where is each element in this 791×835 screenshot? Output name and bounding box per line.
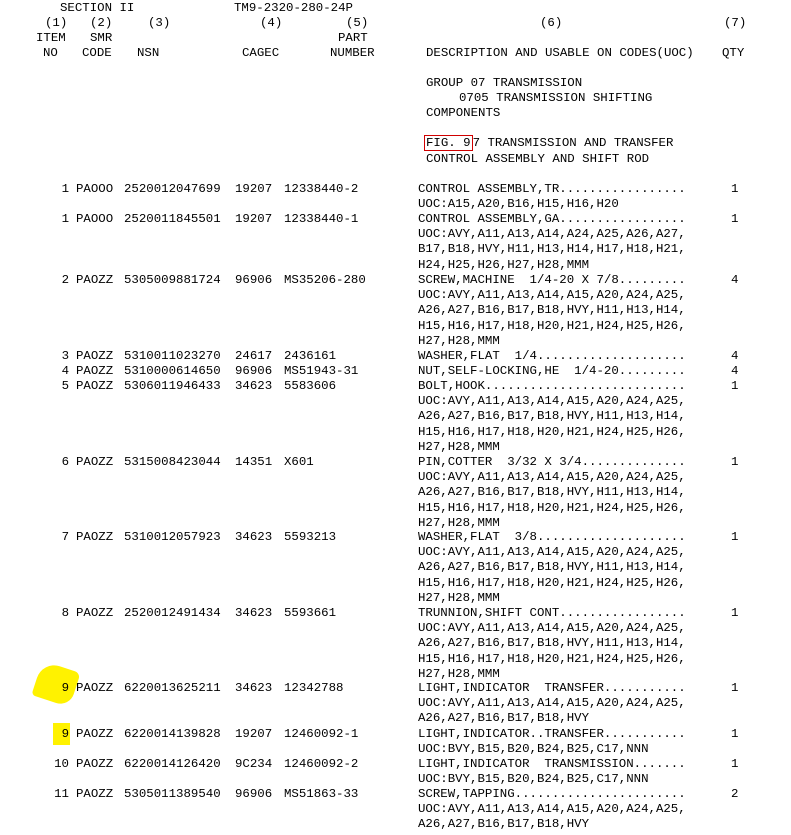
smr-code: PAOZZ <box>76 787 114 801</box>
col-part-label: PART <box>338 31 368 45</box>
usable-on-codes: UOC:AVY,A11,A13,A14,A15,A20,A24,A25, <box>418 470 686 485</box>
col-num-1: (1) <box>45 16 68 30</box>
cagec: 19207 <box>235 212 273 226</box>
cagec: 34623 <box>235 681 273 695</box>
usable-on-codes: A26,A27,B16,B17,B18,HVY <box>418 711 590 726</box>
quantity: 1 <box>731 727 739 741</box>
usable-on-codes: UOC:AVY,A11,A13,A14,A24,A25,A26,A27, <box>418 227 686 242</box>
quantity: 1 <box>731 530 739 544</box>
item-number: 3 <box>61 349 69 363</box>
table-row <box>0 455 791 530</box>
nsn: 2520011845501 <box>124 212 221 226</box>
usable-on-codes: A26,A27,B16,B17,B18,HVY,H11,H13,H14, <box>418 560 686 575</box>
usable-on-codes: H15,H16,H17,H18,H20,H21,H24,H25,H26, <box>418 651 686 666</box>
table-row <box>0 787 791 832</box>
usable-on-codes: A26,A27,B16,B17,B18,HVY,H11,H13,H14, <box>418 303 686 318</box>
col-num-4: (4) <box>260 16 283 30</box>
figure-heading-line2: CONTROL ASSEMBLY AND SHIFT ROD <box>426 152 650 166</box>
usable-on-codes: UOC:AVY,A11,A13,A14,A15,A20,A24,A25, <box>418 696 686 711</box>
nsn: 2520012491434 <box>124 606 221 620</box>
usable-on-codes: UOC:AVY,A11,A13,A14,A15,A20,A24,A25, <box>418 288 686 303</box>
usable-on-codes: H15,H16,H17,H18,H20,H21,H24,H25,H26, <box>418 500 686 515</box>
part-number: 5593213 <box>284 530 337 544</box>
part-number: 12460092-1 <box>284 727 359 741</box>
cagec: 96906 <box>235 787 273 801</box>
item-number: 6 <box>61 455 69 469</box>
cagec: 14351 <box>235 455 273 469</box>
nsn: 5315008423044 <box>124 455 221 469</box>
smr-code: PAOOO <box>76 182 114 196</box>
quantity: 1 <box>731 212 739 226</box>
col-num-5: (5) <box>346 16 369 30</box>
col-qty-label: QTY <box>722 46 745 60</box>
nsn: 6220014139828 <box>124 727 221 741</box>
col-cagec-label: CAGEC <box>242 46 280 60</box>
quantity: 1 <box>731 455 739 469</box>
part-number: X601 <box>284 455 314 469</box>
col-smr-label: SMR <box>90 31 113 45</box>
nsn: 5310000614650 <box>124 364 221 378</box>
description: LIGHT,INDICATOR TRANSFER........... <box>418 681 686 695</box>
smr-code: PAOZZ <box>76 606 114 620</box>
smr-code: PAOOO <box>76 212 114 226</box>
quantity: 1 <box>731 379 739 393</box>
item-number: 11 <box>54 787 69 801</box>
cagec: 34623 <box>235 379 273 393</box>
cagec: 19207 <box>235 182 273 196</box>
nsn: 6220013625211 <box>124 681 221 695</box>
quantity: 4 <box>731 273 739 287</box>
item-number: 1 <box>61 182 69 196</box>
quantity: 2 <box>731 787 739 801</box>
usable-on-codes: B17,B18,HVY,H11,H13,H14,H17,H18,H21, <box>418 242 686 257</box>
col-description-label: DESCRIPTION AND USABLE ON CODES(UOC) <box>426 46 694 60</box>
description: LIGHT,INDICATOR..TRANSFER........... <box>418 727 686 741</box>
usable-on-codes: H24,H25,H26,H27,H28,MMM <box>418 257 590 272</box>
part-number: 12460092-2 <box>284 757 359 771</box>
nsn: 2520012047699 <box>124 182 221 196</box>
quantity: 1 <box>731 182 739 196</box>
usable-on-codes: UOC:A15,A20,B16,H15,H16,H20 <box>418 197 619 212</box>
section-label: SECTION II <box>60 1 135 15</box>
col-num-7: (7) <box>724 16 747 30</box>
part-number: 12338440-2 <box>284 182 359 196</box>
table-row <box>0 379 791 454</box>
cagec: 34623 <box>235 530 273 544</box>
table-row <box>0 757 791 787</box>
table-row <box>0 212 791 272</box>
nsn: 5305011389540 <box>124 787 221 801</box>
table-row <box>0 349 791 364</box>
description: LIGHT,INDICATOR TRANSMISSION....... <box>418 757 686 771</box>
smr-code: PAOZZ <box>76 455 114 469</box>
cagec: 96906 <box>235 364 273 378</box>
usable-on-codes: H15,H16,H17,H18,H20,H21,H24,H25,H26, <box>418 318 686 333</box>
usable-on-codes: H27,H28,MMM <box>418 666 500 681</box>
smr-code: PAOZZ <box>76 530 114 544</box>
usable-on-codes: UOC:AVY,A11,A13,A14,A15,A20,A24,A25, <box>418 394 686 409</box>
usable-on-codes: UOC:BVY,B15,B20,B24,B25,C17,NNN <box>418 742 649 757</box>
part-number: 12338440-1 <box>284 212 359 226</box>
figure-heading <box>424 136 673 151</box>
description: SCREW,TAPPING....................... <box>418 787 686 801</box>
smr-code: PAOZZ <box>76 727 114 741</box>
part-number: 2436161 <box>284 349 337 363</box>
cagec: 19207 <box>235 727 273 741</box>
smr-code: PAOZZ <box>76 273 114 287</box>
item-number: 7 <box>61 530 69 544</box>
description: SCREW,MACHINE 1/4-20 X 7/8......... <box>418 273 686 287</box>
quantity: 1 <box>731 606 739 620</box>
cagec: 96906 <box>235 273 273 287</box>
part-number: MS51943-31 <box>284 364 359 378</box>
usable-on-codes: A26,A27,B16,B17,B18,HVY <box>418 817 590 832</box>
nsn: 6220014126420 <box>124 757 221 771</box>
usable-on-codes: H27,H28,MMM <box>418 515 500 530</box>
figure-heading-text: 7 TRANSMISSION AND TRANSFER <box>472 136 674 150</box>
group-subtitle: 0705 TRANSMISSION SHIFTING <box>459 91 653 105</box>
usable-on-codes: H15,H16,H17,H18,H20,H21,H24,H25,H26, <box>418 575 686 590</box>
usable-on-codes: H15,H16,H17,H18,H20,H21,H24,H25,H26, <box>418 424 686 439</box>
nsn: 5305009881724 <box>124 273 221 287</box>
description: WASHER,FLAT 1/4.................... <box>418 349 686 363</box>
table-row <box>0 364 791 379</box>
nsn: 5310011023270 <box>124 349 221 363</box>
description: CONTROL ASSEMBLY,GA................. <box>418 212 686 226</box>
cagec: 24617 <box>235 349 273 363</box>
smr-code: PAOZZ <box>76 349 114 363</box>
col-num-2: (2) <box>90 16 113 30</box>
figure-link[interactable]: FIG. 9 <box>426 136 471 150</box>
usable-on-codes: UOC:BVY,B15,B20,B24,B25,C17,NNN <box>418 772 649 787</box>
usable-on-codes: UOC:AVY,A11,A13,A14,A15,A20,A24,A25, <box>418 621 686 636</box>
usable-on-codes: A26,A27,B16,B17,B18,HVY,H11,H13,H14, <box>418 409 686 424</box>
cagec: 9C234 <box>235 757 273 771</box>
nsn: 5306011946433 <box>124 379 221 393</box>
col-item-label: ITEM <box>36 31 66 45</box>
item-number: 5 <box>61 379 69 393</box>
part-number: MS51863-33 <box>284 787 359 801</box>
table-row <box>0 606 791 681</box>
item-number: 2 <box>61 273 69 287</box>
quantity: 4 <box>731 364 739 378</box>
smr-code: PAOZZ <box>76 364 114 378</box>
tm-number: TM9-2320-280-24P <box>234 1 353 15</box>
usable-on-codes: UOC:AVY,A11,A13,A14,A15,A20,A24,A25, <box>418 545 686 560</box>
usable-on-codes: A26,A27,B16,B17,B18,HVY,H11,H13,H14, <box>418 485 686 500</box>
table-row <box>0 727 791 757</box>
table-row <box>0 530 791 605</box>
smr-code: PAOZZ <box>76 757 114 771</box>
description: BOLT,HOOK........................... <box>418 379 686 393</box>
part-number: 5583606 <box>284 379 337 393</box>
group-title: GROUP 07 TRANSMISSION <box>426 76 583 90</box>
smr-code: PAOZZ <box>76 681 114 695</box>
item-number: 1 <box>61 212 69 226</box>
col-nsn-label: NSN <box>137 46 160 60</box>
table-row <box>0 681 791 726</box>
item-number: 9 <box>61 727 69 741</box>
col-no-label: NO <box>43 46 58 60</box>
part-number: 5593661 <box>284 606 337 620</box>
description: NUT,SELF-LOCKING,HE 1/4-20......... <box>418 364 686 378</box>
col-num-6: (6) <box>540 16 563 30</box>
usable-on-codes: H27,H28,MMM <box>418 590 500 605</box>
nsn: 5310012057923 <box>124 530 221 544</box>
usable-on-codes: H27,H28,MMM <box>418 439 500 454</box>
quantity: 4 <box>731 349 739 363</box>
quantity: 1 <box>731 681 739 695</box>
table-row <box>0 273 791 348</box>
part-number: MS35206-280 <box>284 273 366 287</box>
group-subtitle-2: COMPONENTS <box>426 106 501 120</box>
col-number-label: NUMBER <box>330 46 375 60</box>
item-number: 8 <box>61 606 69 620</box>
item-number: 9 <box>61 681 69 695</box>
quantity: 1 <box>731 757 739 771</box>
col-num-3: (3) <box>148 16 171 30</box>
usable-on-codes: UOC:AVY,A11,A13,A14,A15,A20,A24,A25, <box>418 802 686 817</box>
col-code-label: CODE <box>82 46 112 60</box>
description: CONTROL ASSEMBLY,TR................. <box>418 182 686 196</box>
smr-code: PAOZZ <box>76 379 114 393</box>
part-number: 12342788 <box>284 681 344 695</box>
usable-on-codes: H27,H28,MMM <box>418 333 500 348</box>
usable-on-codes: A26,A27,B16,B17,B18,HVY,H11,H13,H14, <box>418 636 686 651</box>
description: PIN,COTTER 3/32 X 3/4.............. <box>418 455 686 469</box>
description: TRUNNION,SHIFT CONT................. <box>418 606 686 620</box>
cagec: 34623 <box>235 606 273 620</box>
table-row <box>0 182 791 212</box>
description: WASHER,FLAT 3/8.................... <box>418 530 686 544</box>
item-number: 4 <box>61 364 69 378</box>
item-number: 10 <box>54 757 69 771</box>
